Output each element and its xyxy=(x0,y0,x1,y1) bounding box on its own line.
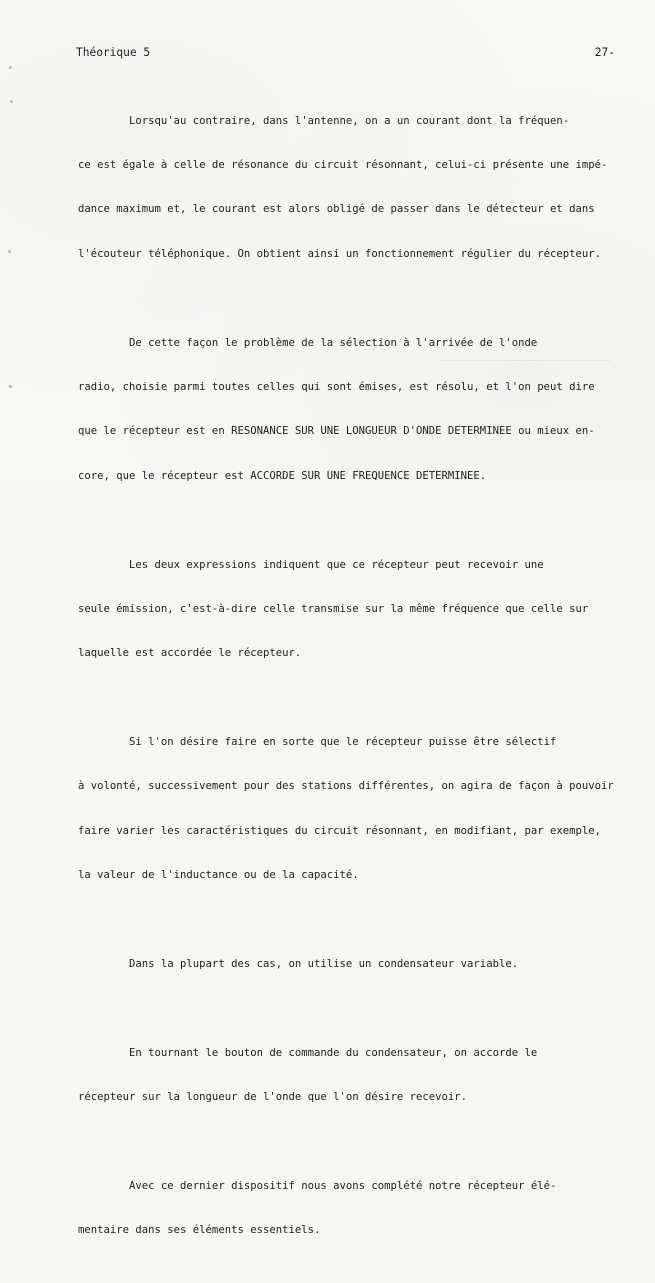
text-line: En tournant le bouton de commande du condensateur, on accorde le xyxy=(78,1046,538,1059)
section-title: Théorique 5 xyxy=(76,46,151,59)
text-line: Les deux expressions indiquent que ce récepteur peut recevoir une xyxy=(78,558,544,571)
paragraph xyxy=(78,306,644,513)
text-line: De cette façon le problème de la sélection à l'arrivée de l'onde xyxy=(78,336,538,349)
text-line: la valeur de l'inductance ou de la capacité. xyxy=(78,869,359,882)
paragraph xyxy=(78,1149,644,1267)
body-text xyxy=(78,84,644,1283)
page-header xyxy=(76,46,615,62)
text-line: dance maximum et, le courant est alors obligé de passer dans le détecteur et dans xyxy=(78,203,595,216)
paragraph xyxy=(78,84,644,291)
punch-mark xyxy=(9,385,12,388)
paragraph xyxy=(78,528,644,691)
text-line: Dans la plupart des cas, on utilise un condensateur variable. xyxy=(78,958,519,971)
text-line: Si l'on désire faire en sorte que le récepteur puisse être sélectif xyxy=(78,736,557,749)
text-line: mentaire dans ses éléments essentiels. xyxy=(78,1224,321,1237)
paragraph xyxy=(78,927,644,1001)
punch-mark xyxy=(10,100,13,103)
text-line: Avec ce dernier dispositif nous avons complété notre récepteur élé- xyxy=(78,1179,557,1192)
text-line: récepteur sur la longueur de l'onde que l'on désire recevoir. xyxy=(78,1091,468,1104)
text-line: faire varier les caractéristiques du circuit résonnant, en modifiant, par exemple, xyxy=(78,824,601,837)
paragraph xyxy=(78,1016,644,1134)
punch-mark xyxy=(9,66,12,69)
text-line: ce est égale à celle de résonance du circuit résonnant, celui-ci présente une impé- xyxy=(78,158,608,171)
text-line: laquelle est accordée le récepteur. xyxy=(78,647,302,660)
page-number: 27- xyxy=(594,46,615,59)
punch-mark xyxy=(8,250,11,253)
text-line: l'écouteur téléphonique. On obtient ainsi un fonctionnement régulier du récepteur. xyxy=(78,247,601,260)
text-line: que le récepteur est en RESONANCE SUR UNE LONGUEUR D'ONDE DETERMINEE ou mieux en- xyxy=(78,425,595,438)
text-line: radio, choisie parmi toutes celles qui sont émises, est résolu, et l'on peut dire xyxy=(78,380,595,393)
paragraph xyxy=(78,705,644,912)
text-line: Lorsqu'au contraire, dans l'antenne, on a un courant dont la fréquen- xyxy=(78,114,570,127)
text-line: à volonté, successivement pour des stations différentes, on agira de façon à pouvoir xyxy=(78,780,614,793)
text-line: seule émission, c'est-à-dire celle transmise sur la même fréquence que celle sur xyxy=(78,602,589,615)
text-line: core, que le récepteur est ACCORDE SUR UNE FREQUENCE DETERMINEE. xyxy=(78,469,487,482)
